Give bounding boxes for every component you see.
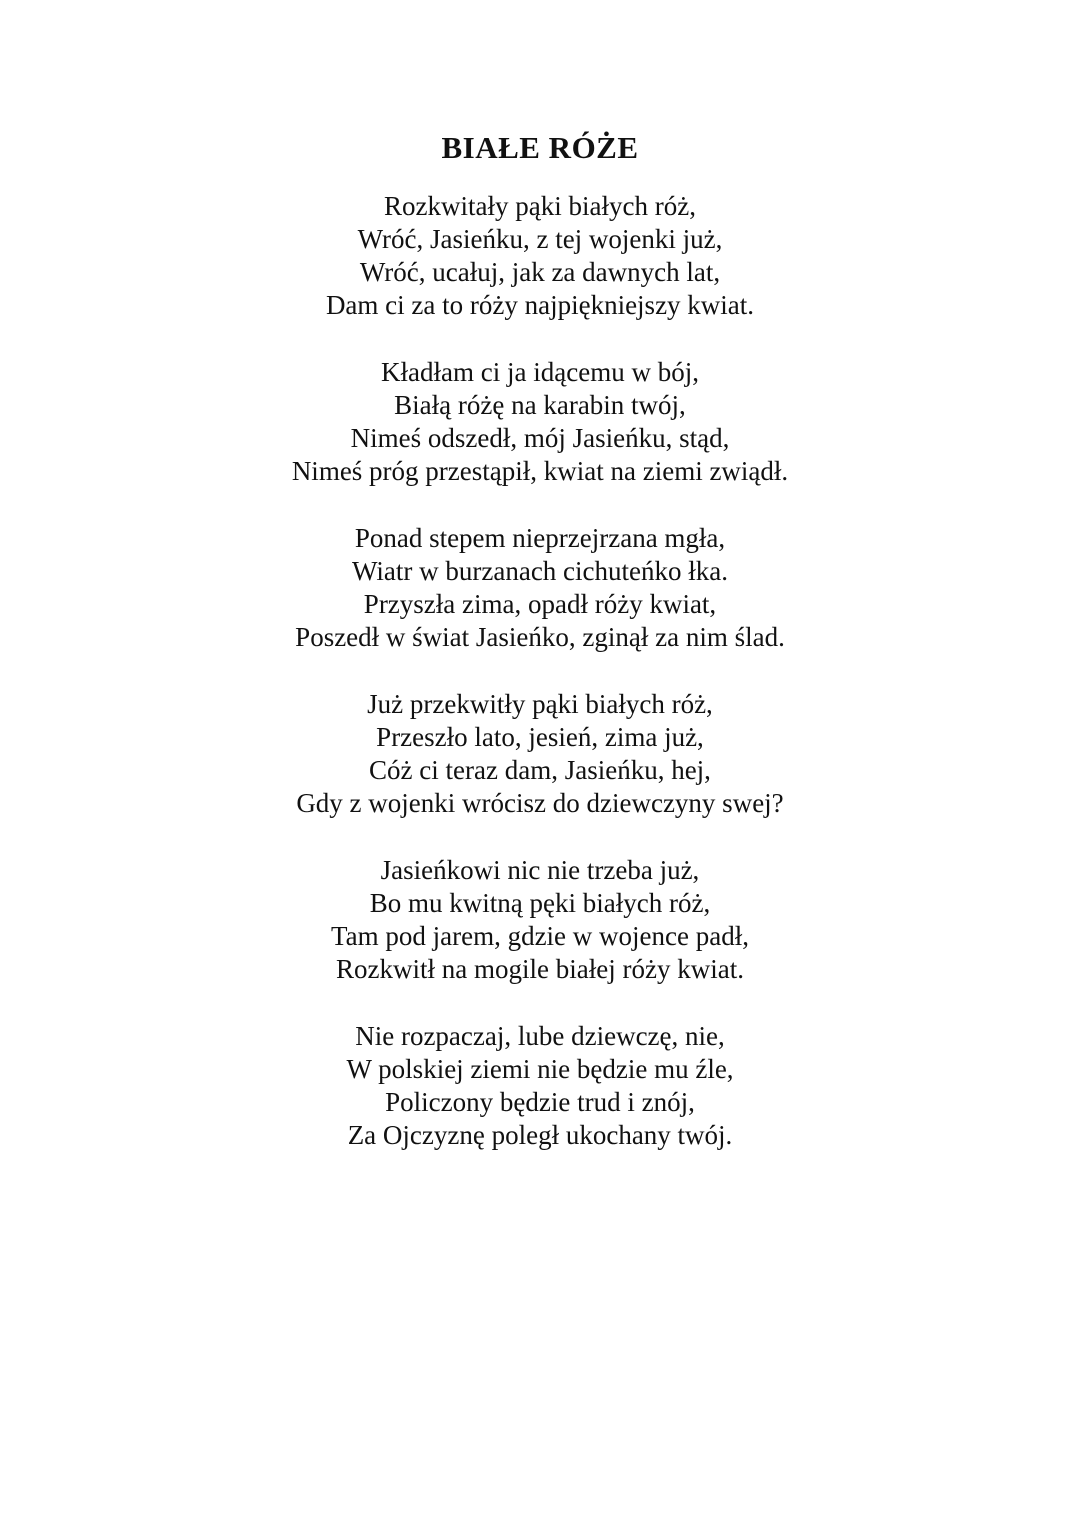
poem-line: Policzony będzie trud i znój, xyxy=(385,1087,695,1117)
poem-line: Jasieńkowi nic nie trzeba już, xyxy=(380,855,700,885)
stanza-4 xyxy=(0,688,1080,820)
poem-line: Przeszło lato, jesień, zima już, xyxy=(376,722,704,752)
poem-line: Rozkwitł na mogile białej róży kwiat. xyxy=(336,954,744,984)
poem-line: Nimeś próg przestąpił, kwiat na ziemi zwiądł. xyxy=(291,456,789,486)
poem-line: Wróć, ucałuj, jak za dawnych lat, xyxy=(359,257,721,287)
stanza-5 xyxy=(0,854,1080,986)
poem-title: BIAŁE RÓŻE xyxy=(441,130,639,165)
stanza-2 xyxy=(0,356,1080,488)
poem-line: Poszedł w świat Jasieńko, zginął za nim ślad. xyxy=(295,622,785,652)
poem-line: Bo mu kwitną pęki białych róż, xyxy=(369,888,711,918)
poem-line: Kładłam ci ja idącemu w bój, xyxy=(381,357,699,387)
poem-line: Wiatr w burzanach cichuteńko łka. xyxy=(352,556,728,586)
poem-line: Ponad stepem nieprzejrzana mgła, xyxy=(354,523,726,553)
poem-line: W polskiej ziemi nie będzie mu źle, xyxy=(346,1054,734,1084)
poem-line: Już przekwitły pąki białych róż, xyxy=(367,689,713,719)
stanza-6 xyxy=(0,1020,1080,1152)
poem-line: Nimeś odszedł, mój Jasieńku, stąd, xyxy=(350,423,730,453)
stanza-1 xyxy=(0,190,1080,322)
poem-line: Tam pod jarem, gdzie w wojence padł, xyxy=(331,921,749,951)
poem-line: Nie rozpaczaj, lube dziewczę, nie, xyxy=(355,1021,725,1051)
poem-line: Przyszła zima, opadł róży kwiat, xyxy=(363,589,717,619)
poem-line: Cóż ci teraz dam, Jasieńku, hej, xyxy=(369,755,711,785)
poem-line: Za Ojczyznę poległ ukochany twój. xyxy=(347,1120,733,1150)
poem-line: Wróć, Jasieńku, z tej wojenki już, xyxy=(357,224,723,254)
poem-line: Białą różę na karabin twój, xyxy=(394,390,686,420)
poem-line: Rozkwitały pąki białych róż, xyxy=(384,191,696,221)
stanza-3 xyxy=(0,522,1080,654)
poem-body xyxy=(0,190,1080,1186)
poem-line: Gdy z wojenki wrócisz do dziewczyny swej? xyxy=(296,788,784,818)
poem-line: Dam ci za to róży najpiękniejszy kwiat. xyxy=(325,290,755,320)
